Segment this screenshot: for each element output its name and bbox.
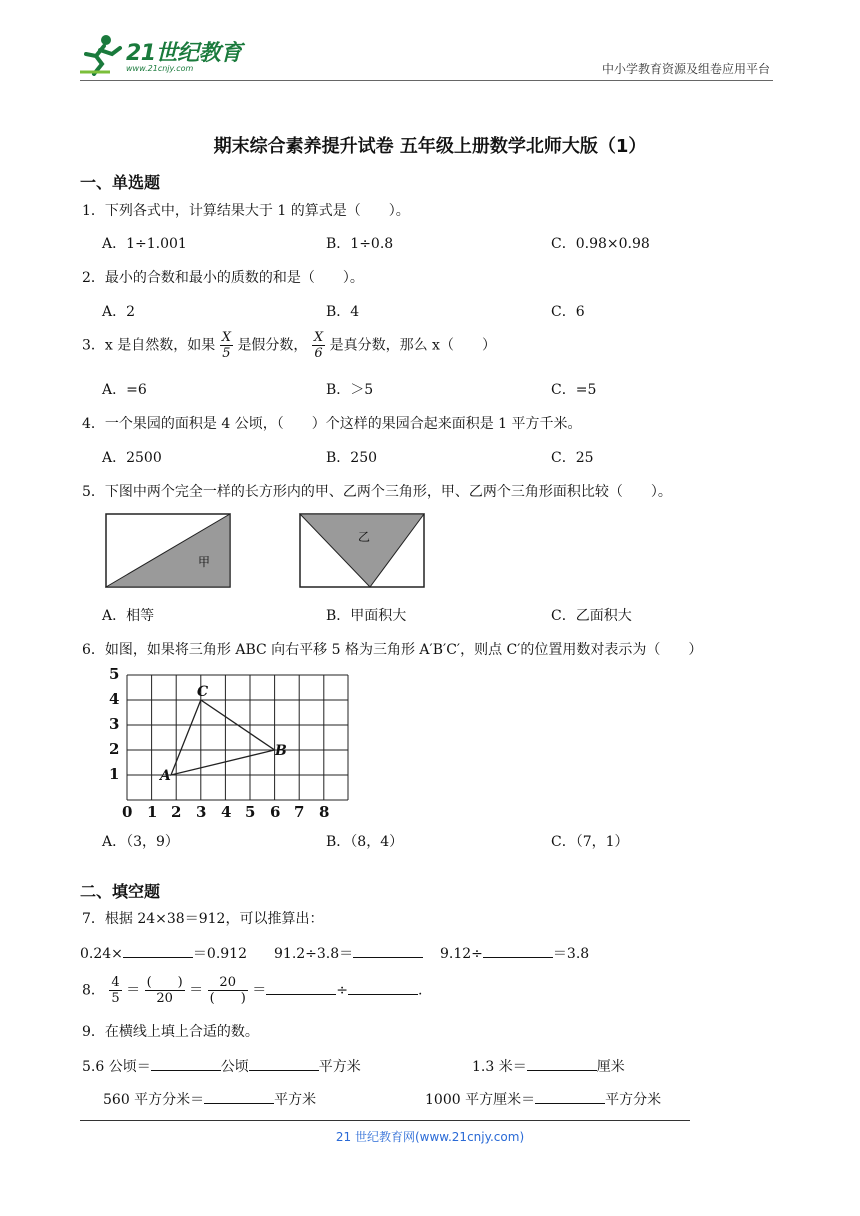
q3-fraction-1: $\frac{X}{5}$	[221, 330, 231, 361]
q3-fraction-2: $\frac{X}{6}$	[313, 330, 324, 361]
q3-mid: 是假分数，	[237, 337, 308, 354]
question-7: 7．根据 24×38＝912，可以推算出：	[82, 911, 324, 927]
footer-divider	[80, 1120, 690, 1121]
question-2: 2．最小的合数和最小的质数的和是（ ）。	[82, 270, 364, 286]
x-tick: 1	[147, 803, 158, 821]
q7-part-1: 0.24× ＝0.912	[80, 943, 247, 963]
runner-logo-icon	[80, 32, 124, 76]
q6-option-a: A．（3，9）	[102, 834, 179, 850]
question-5: 5．下图中两个完全一样的长方形内的甲、乙两个三角形，甲、乙两个三角形面积比较（ ）。	[82, 484, 672, 500]
question-8: 8． $\frac{4}{5}$ ＝ $\frac{( )}{20}$ ＝ $\frac{20}{( )}$ ＝ ÷ .	[82, 975, 423, 1006]
q7-part-3: 9.12÷ ＝3.8	[440, 943, 589, 963]
question-1: 1．下列各式中，计算结果大于 1 的算式是（ ）。	[82, 203, 410, 219]
x-tick: 0	[122, 803, 133, 821]
q9-row-1b: 1.3 米＝ 厘米	[472, 1056, 625, 1076]
question-4: 4．一个果园的面积是 4 公顷，（ ）个这样的果园合起来面积是 1 平方千米。	[82, 416, 582, 432]
y-tick: 3	[109, 715, 120, 733]
q2-option-a: A．2	[102, 304, 136, 320]
question-9: 9．在横线上填上合适的数。	[82, 1024, 259, 1040]
section-heading-2: 二、填空题	[80, 882, 161, 901]
x-tick: 7	[294, 803, 305, 821]
q9-row-2a: 560 平方分米＝ 平方米	[103, 1089, 316, 1109]
answer-blank[interactable]	[204, 1089, 274, 1104]
answer-blank[interactable]	[483, 943, 553, 958]
q9-row-2b: 1000 平方厘米＝ 平方分米	[425, 1089, 661, 1109]
question-6: 6．如图，如果将三角形 ABC 向右平移 5 格为三角形 A′B′C′，则点 C′的位置用数对表示为（ ）	[82, 642, 703, 658]
logo-url: www.21cnjy.com	[126, 64, 194, 73]
logo-text: 21世纪教育	[126, 41, 242, 66]
q4-option-b: B．250	[326, 450, 378, 466]
answer-blank[interactable]	[348, 980, 418, 995]
q8-fraction-2: $\frac{( )}{20}$	[146, 975, 183, 1006]
page-title: 期末综合素养提升试卷 五年级上册数学北师大版（1）	[213, 136, 647, 157]
header-divider	[80, 80, 773, 81]
q5-option-b: B．甲面积大	[326, 608, 407, 624]
q3-option-a: A．=6	[102, 382, 147, 398]
x-tick: 8	[319, 803, 330, 821]
y-tick: 4	[109, 690, 120, 708]
answer-blank[interactable]	[353, 943, 423, 958]
q8-fraction-3: $\frac{20}{( )}$	[209, 975, 246, 1006]
q1-option-b: B．1÷0.8	[326, 236, 394, 252]
x-tick: 5	[245, 803, 256, 821]
q1-option-a: A．1÷1.001	[102, 236, 187, 252]
q9-row-1a: 5.6 公顷＝ 公顷 平方米	[82, 1056, 361, 1076]
answer-blank[interactable]	[527, 1056, 597, 1071]
q2-option-b: B．4	[326, 304, 360, 320]
q4-option-a: A．2500	[102, 450, 162, 466]
q1-option-c: C．0.98×0.98	[551, 236, 650, 252]
q3-option-b: B．＞5	[326, 382, 374, 398]
x-tick: 3	[196, 803, 207, 821]
q6-option-c: C．（7，1）	[551, 834, 629, 850]
label-jia: 甲	[198, 555, 211, 569]
y-tick: 1	[109, 765, 120, 783]
triangle-abc	[171, 700, 275, 775]
q5-option-c: C．乙面积大	[551, 608, 632, 624]
q7-part-2: 91.2÷3.8＝	[274, 943, 423, 963]
question-3	[82, 330, 496, 361]
x-tick: 6	[270, 803, 281, 821]
q4-option-c: C．25	[551, 450, 594, 466]
x-tick: 4	[221, 803, 232, 821]
y-tick: 5	[109, 665, 120, 683]
q6-option-b: B．（8，4）	[326, 834, 404, 850]
answer-blank[interactable]	[123, 943, 193, 958]
point-b-label: B	[275, 743, 287, 759]
answer-blank[interactable]	[151, 1056, 221, 1071]
footer-link[interactable]: 21 世纪教育网(www.21cnjy.com)	[335, 1130, 525, 1144]
q3-pre: 3．x 是自然数，如果	[82, 337, 216, 354]
q3-option-c: C．=5	[551, 382, 597, 398]
answer-blank[interactable]	[266, 980, 336, 995]
q2-option-c: C．6	[551, 304, 585, 320]
section-heading-1: 一、单选题	[80, 173, 161, 192]
q8-fraction-1: $\frac{4}{5}$	[111, 975, 120, 1006]
answer-blank[interactable]	[535, 1089, 605, 1104]
x-tick: 2	[171, 803, 182, 821]
label-yi: 乙	[358, 530, 371, 544]
q5-figure	[105, 513, 435, 589]
y-tick: 2	[109, 740, 120, 758]
q3-post: 是真分数，那么 x（ ）	[329, 337, 496, 354]
point-c-label: C	[197, 684, 209, 700]
q6-grid-figure	[105, 662, 355, 822]
logo	[80, 30, 250, 80]
platform-text: 中小学教育资源及组卷应用平台	[601, 62, 770, 76]
answer-blank[interactable]	[249, 1056, 319, 1071]
point-a-label: A	[160, 768, 171, 784]
q5-option-a: A．相等	[102, 608, 155, 624]
